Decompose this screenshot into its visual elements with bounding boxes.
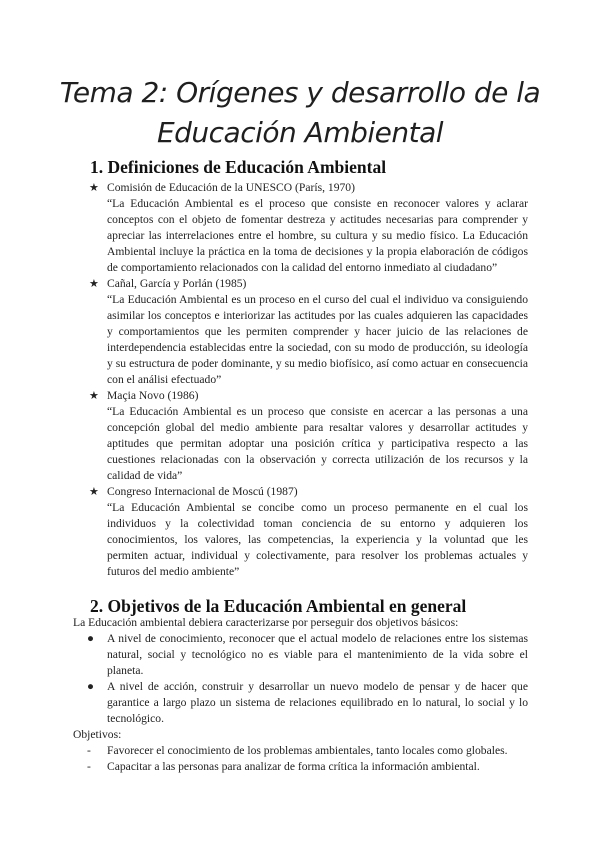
objectives-intro: La Educación ambiental debiera caracterizarse por perseguir dos objetivos básicos: [73,616,459,629]
objective-item [87,743,528,759]
definition-item [89,484,528,580]
definitions-list [0,180,600,580]
definition-quote: “La Educación Ambiental es un proceso en el curso del cual el individuo va consiguiendo asimilar los conceptos e interiorizar las actitudes por las cuales adquieren las capacidades y comportamientos que les permiten comprender y hacer juicio de las relaciones de interdependencia establecidas entre la sociedad, con su modo de producción, su ideología y su estructura de poder dominante, y su medio biofísico, así como actuar en consecuencia con el análisi efectuado” [107,293,528,386]
dash-bullet-icon: - [87,744,91,757]
objective-text: Favorecer el conocimiento de los problemas ambientales, tanto locales como globales. [107,744,508,757]
definition-item [89,276,528,388]
definition-quote: “La Educación Ambiental se concibe como un proceso permanente en el cual los individuos y la colectividad toman conciencia de su entorno y adquieren los conocimientos, los valores, las competencias, la experiencia y la voluntad que les permiten actuar, individual y colectivamente, para resolver los problemas actuales y futuros del medio ambiente” [107,501,528,578]
definition-source: Congreso Internacional de Moscú (1987) [107,485,298,498]
star-bullet-icon: ★ [89,182,99,194]
document-title-line-1: Tema 2: Orígenes y desarrollo de la [59,76,541,109]
dash-bullet-icon: - [87,760,91,773]
objective-text: Capacitar a las personas para analizar de forma crítica la información ambiental. [107,760,480,773]
dot-bullet-icon: ● [87,680,95,693]
objectives-section [0,615,600,775]
definition-quote: “La Educación Ambiental es un proceso que consiste en acercar a las personas a una concepción global del medio ambiente para resaltar valores y desarrollar actitudes y aptitudes que permitan adoptar una posición crítica y participativa respecto a las cuestiones relacionadas con la observación y correcta utilización de los recursos y la calidad de vida” [107,405,528,482]
section-1-heading: 1. Definiciones de Educación Ambiental [90,157,387,177]
star-bullet-icon: ★ [89,278,99,290]
bullet-item [87,631,528,679]
definition-item [89,180,528,276]
bullet-text: A nivel de acción, construir y desarrollar un nuevo modelo de pensar y de hacer que garantice a largo plazo un sistema de relaciones equilibrado en lo natural, lo social y lo tecnológico. [107,680,528,725]
objective-item [87,759,528,775]
definition-item [89,388,528,484]
document-title-line-2: Educación Ambiental [156,116,444,149]
star-bullet-icon: ★ [89,486,99,498]
definition-source: Comisión de Educación de la UNESCO (París, 1970) [107,181,355,194]
definition-source: Cañal, García y Porlán (1985) [107,277,247,290]
definition-source: Maçia Novo (1986) [107,389,199,402]
star-bullet-icon: ★ [89,390,99,402]
section-2-heading: 2. Objetivos de la Educación Ambiental en general [90,596,467,616]
dot-bullet-icon: ● [87,632,95,645]
bullet-text: A nivel de conocimiento, reconocer que el actual modelo de relaciones entre los sistemas natural, social y tecnológico no es viable para el mantenimiento de la vida sobre el planeta. [107,632,528,677]
definition-quote: “La Educación Ambiental es el proceso que consiste en reconocer valores y aclarar conceptos con el objeto de fomentar destreza y actitudes necesarias para comprender y apreciar las interrelaciones entre el hombre, su cultura y su medio físico. La Educación Ambiental incluye la práctica en la toma de decisiones y la propia elaboración de códigos de comportamiento relacionados con la calidad del entorno inmediato al ciudadano” [107,197,528,274]
bullet-item [87,679,528,727]
objectives-label: Objetivos: [73,728,122,741]
